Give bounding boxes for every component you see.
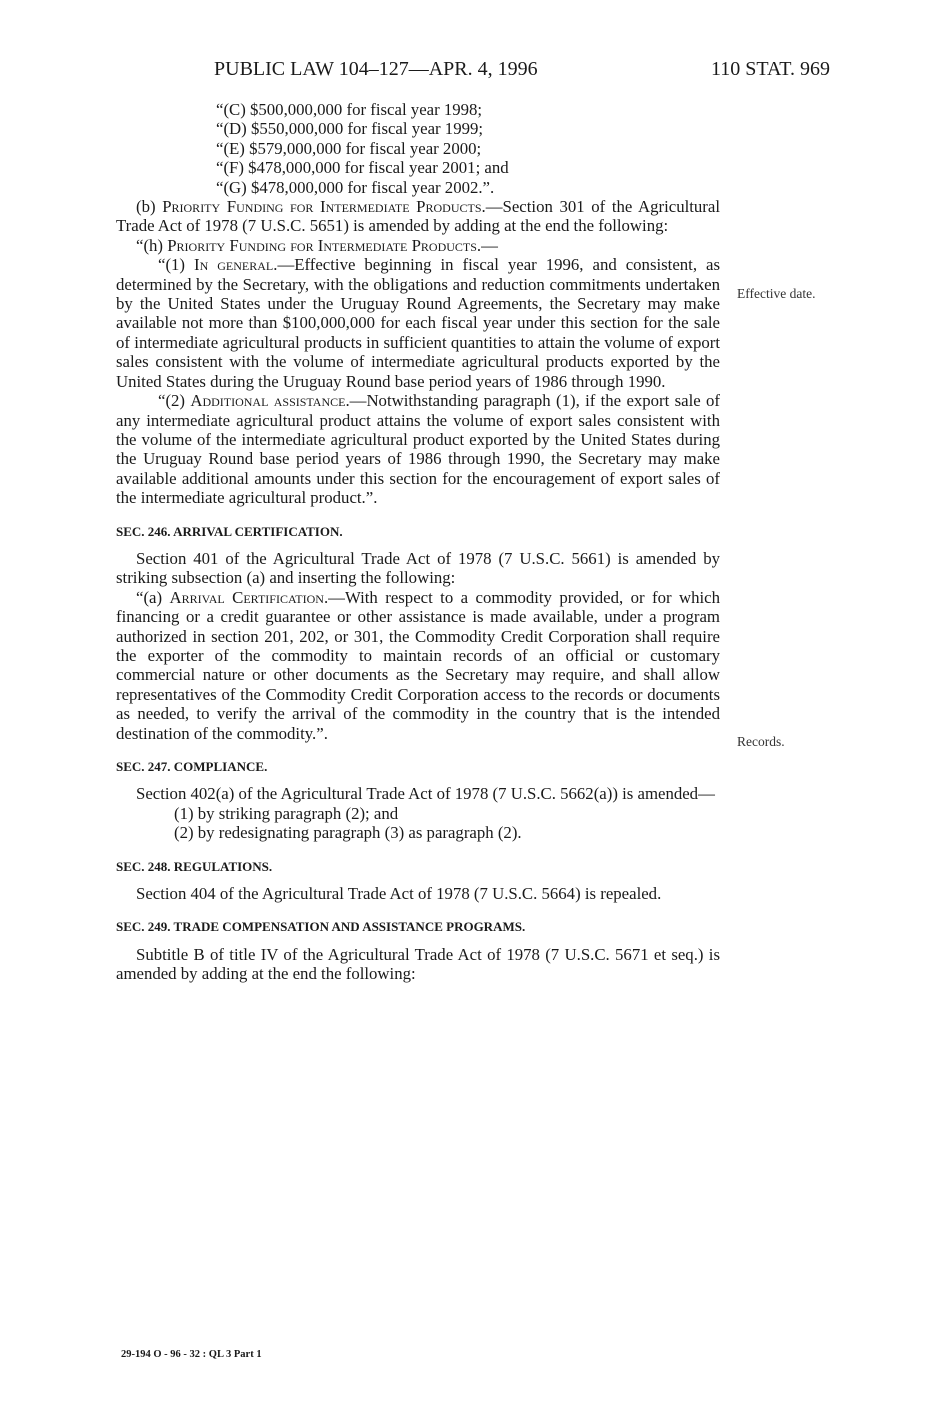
section-246-title: Arrival Certification. [169,587,329,607]
section-247-item: (2) by redesignating paragraph (3) as paragraph (2). [174,823,522,843]
section-246-text: —With respect to a commodity provided, or for which financing or a credit guarantee or other assistance is made available, under a program authorized in section 201, 202, or 301, the Commodity Credit Corporation shall require the exporter of the commodity to maintain records of an official or customary commercial nature or other documents as the Secretary may require, and shall allow representatives of the Commodity Credit Corporation access to the records or documents as needed, to verify the arrival of the commodity in the country that is the intended destination of the commodity.”. [116,587,720,743]
section-246-label: “(a) [136,587,170,607]
margin-note-records: Records. [737,734,785,749]
section-246-heading: SEC. 246. ARRIVAL CERTIFICATION. [116,523,343,539]
subsection-b [116,197,720,236]
paragraph-2 [116,391,720,507]
subsection-h-text: — [481,235,498,255]
subsection-b-label: (b) [136,197,163,217]
amount-item: “(E) $579,000,000 for fiscal year 2000; [216,138,482,158]
amount-item: “(F) $478,000,000 for fiscal year 2001; and [216,158,509,178]
paragraph-1-text: —Effective beginning in fiscal year 1996, and consistent, as determined by the Secretary, with the obligations and reduction commitments undertaken by the United States under the Uruguay Round Agreements, the Secretary may make available not more than $100,000,000 for each fiscal year under this section for the sale of intermediate agricultural products in sufficient quantities to attain the volume of export sales consistent with the volume of intermediate agricultural products exported by the United States during the Uruguay Round base period years of 1986 through 1990. [116,255,720,391]
section-248-text: Section 404 of the Agricultural Trade Act of 1978 (7 U.S.C. 5664) is repealed. [136,884,662,904]
subsection-h [116,236,720,255]
print-footer: 29-194 O - 96 - 32 : QL 3 Part 1 [121,1349,262,1360]
paragraph-1-label: “(1) [158,255,195,275]
section-246-intro: Section 401 of the Agricultural Trade Act of 1978 (7 U.S.C. 5661) is amended by striking subsection (a) and inserting the following: [116,548,720,588]
header-stat-page: 110 STAT. 969 [711,58,830,80]
subsection-b-text: —Section 301 of the Agricultural Trade Act of 1978 (7 U.S.C. 5651) is amended by adding at the end the following: [116,197,721,236]
section-247-intro: Section 402(a) of the Agricultural Trade Act of 1978 (7 U.S.C. 5662(a)) is amended— [136,784,715,804]
section-246-subsection-a [116,588,720,743]
paragraph-2-title: Additional assistance. [190,391,350,411]
section-247-item: (1) by striking paragraph (2); and [174,803,399,823]
section-249-text: Subtitle B of title IV of the Agricultural Trade Act of 1978 (7 U.S.C. 5671 et seq.) is amended by adding at the end the following: [116,944,720,984]
paragraph-2-text: —Notwithstanding paragraph (1), if the export sale of any intermediate agricultural product attains the volume of export sales consistent with the volume of the intermediate agricultural product exported by the United States during the Uruguay Round base period years of 1986 through 1990, the Secretary may make available additional amounts under this section for the encouragement of export sales of the intermediate agricultural product.”. [116,391,720,508]
amount-item: “(G) $478,000,000 for fiscal year 2002.”. [216,177,495,197]
amount-list [116,100,720,197]
paragraph-1 [116,255,720,391]
subsection-h-title: Priority Funding for Intermediate Products. [167,235,482,255]
document-body [116,100,720,984]
paragraph-2-label: “(2) [158,391,191,411]
page-header [0,58,943,84]
section-248-heading: SEC. 248. REGULATIONS. [116,858,273,874]
subsection-b-title: Priority Funding for Intermediate Products. [162,197,486,217]
amount-item: “(C) $500,000,000 for fiscal year 1998; [216,100,483,119]
subsection-h-label: “(h) [136,235,168,255]
paragraph-1-title: In general. [194,255,278,275]
header-law-citation: PUBLIC LAW 104–127—APR. 4, 1996 [214,58,538,80]
section-247-heading: SEC. 247. COMPLIANCE. [116,759,268,774]
margin-note-effective-date: Effective date. [737,286,816,301]
section-249-heading: SEC. 249. TRADE COMPENSATION AND ASSISTANCE PROGRAMS. [116,919,526,935]
amount-item: “(D) $550,000,000 for fiscal year 1999; [216,119,484,139]
